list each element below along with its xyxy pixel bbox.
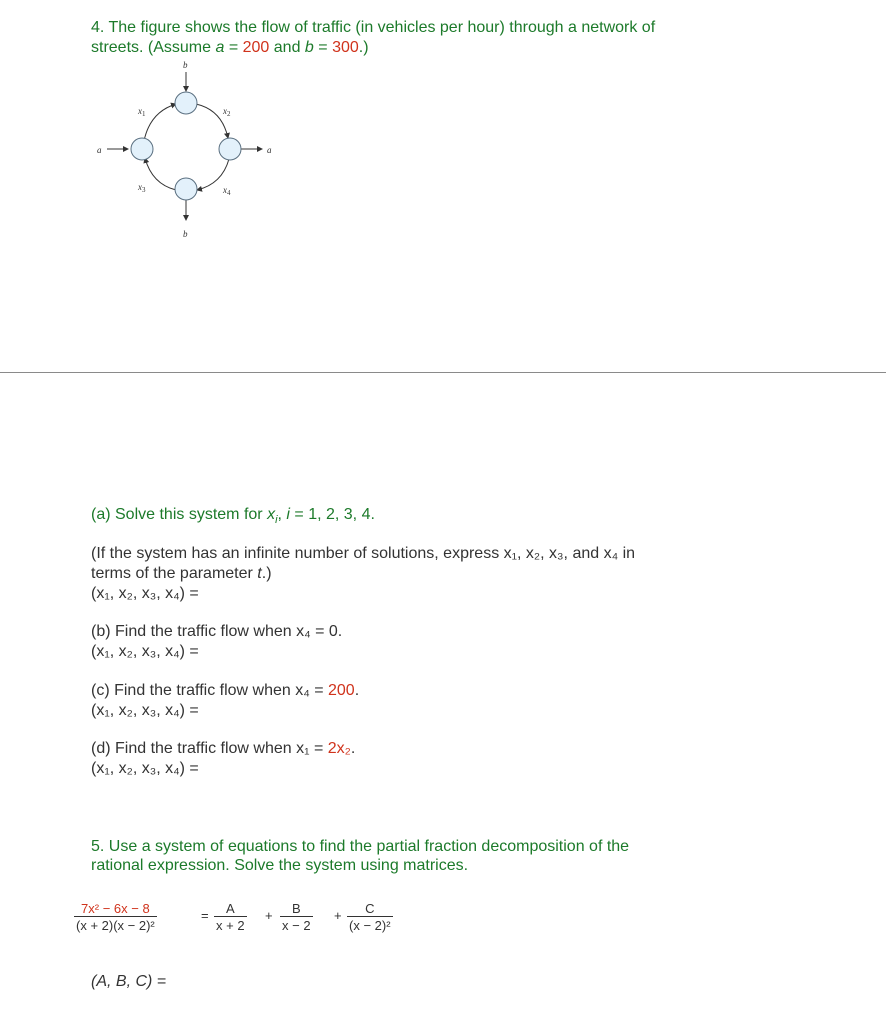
- node-bottom: [175, 178, 197, 200]
- label-right-a: a: [267, 145, 272, 155]
- term-a-numerator: A: [225, 901, 235, 916]
- problem5-line1: 5. Use a system of equations to find the partial fraction decomposition of the: [91, 838, 630, 855]
- c-given-value: 200: [328, 682, 355, 699]
- label-top-b: b: [183, 60, 188, 70]
- part-d-question: (d) Find the traffic flow when x₁ = 2x₂.: [91, 740, 356, 757]
- d-given-value: 2x₂: [327, 740, 351, 757]
- part-a-answer-label: (x₁, x₂, x₃, x₄) =: [91, 585, 199, 602]
- street-x1: [144, 104, 176, 141]
- problem4-intro-line1: 4. The figure shows the flow of traffic (in vehicles per hour) through a network of: [91, 19, 656, 36]
- term-b-numerator: B: [291, 901, 301, 916]
- label-x4: $x_4$: [223, 185, 231, 197]
- term-c-numerator: C: [365, 901, 375, 916]
- part-a-note-line2: terms of the parameter t.): [91, 565, 272, 582]
- traffic-network-diagram: [90, 58, 290, 240]
- part-c-answer-label: (x₁, x₂, x₃, x₄) =: [91, 702, 199, 719]
- b-value: 300: [332, 39, 359, 56]
- label-x1: $x_1$: [138, 106, 146, 118]
- part-b-question: (b) Find the traffic flow when x₄ = 0.: [91, 623, 343, 640]
- term-a-denominator: x + 2: [216, 918, 245, 933]
- part-c-question: (c) Find the traffic flow when x₄ = 200.: [91, 682, 360, 699]
- problem5-line2: rational expression. Solve the system using matrices.: [91, 857, 469, 874]
- term-a-fraction: [214, 901, 247, 933]
- part-d-answer-label: (x₁, x₂, x₃, x₄) =: [91, 760, 199, 777]
- term-c-denominator: (x − 2)²: [349, 918, 391, 933]
- label-x3: $x_3$: [138, 182, 146, 194]
- lhs-fraction: [74, 901, 157, 933]
- node-left: [131, 138, 153, 160]
- plus-sign-2: +: [334, 908, 342, 923]
- part-a-note-line1: (If the system has an infinite number of solutions, express x₁, x₂, x₃, and x₄ in: [91, 545, 636, 562]
- part-a-question: (a) Solve this system for $x_i$, i = 1, 2, 3, 4.: [91, 506, 375, 527]
- section-divider: [0, 372, 886, 373]
- lhs-denominator: (x + 2)(x − 2)²: [76, 918, 155, 933]
- term-b-fraction: [280, 901, 313, 933]
- equals-sign: =: [201, 908, 209, 923]
- problem5-answer-label: (A, B, C) =: [91, 973, 167, 990]
- node-top: [175, 92, 197, 114]
- lhs-numerator: 7x² − 6x − 8: [81, 901, 150, 916]
- node-right: [219, 138, 241, 160]
- label-x2: $x_2$: [223, 106, 231, 118]
- plus-sign-1: +: [265, 908, 273, 923]
- term-c-fraction: [347, 901, 393, 933]
- part-b-answer-label: (x₁, x₂, x₃, x₄) =: [91, 643, 199, 660]
- term-b-denominator: x − 2: [282, 918, 311, 933]
- problem4-intro-line2: streets. (Assume a = 200 and b = 300.): [91, 39, 369, 56]
- label-bottom-b: b: [183, 229, 188, 239]
- a-value: 200: [242, 39, 270, 56]
- street-x3: [145, 158, 176, 190]
- label-left-a: a: [97, 145, 102, 155]
